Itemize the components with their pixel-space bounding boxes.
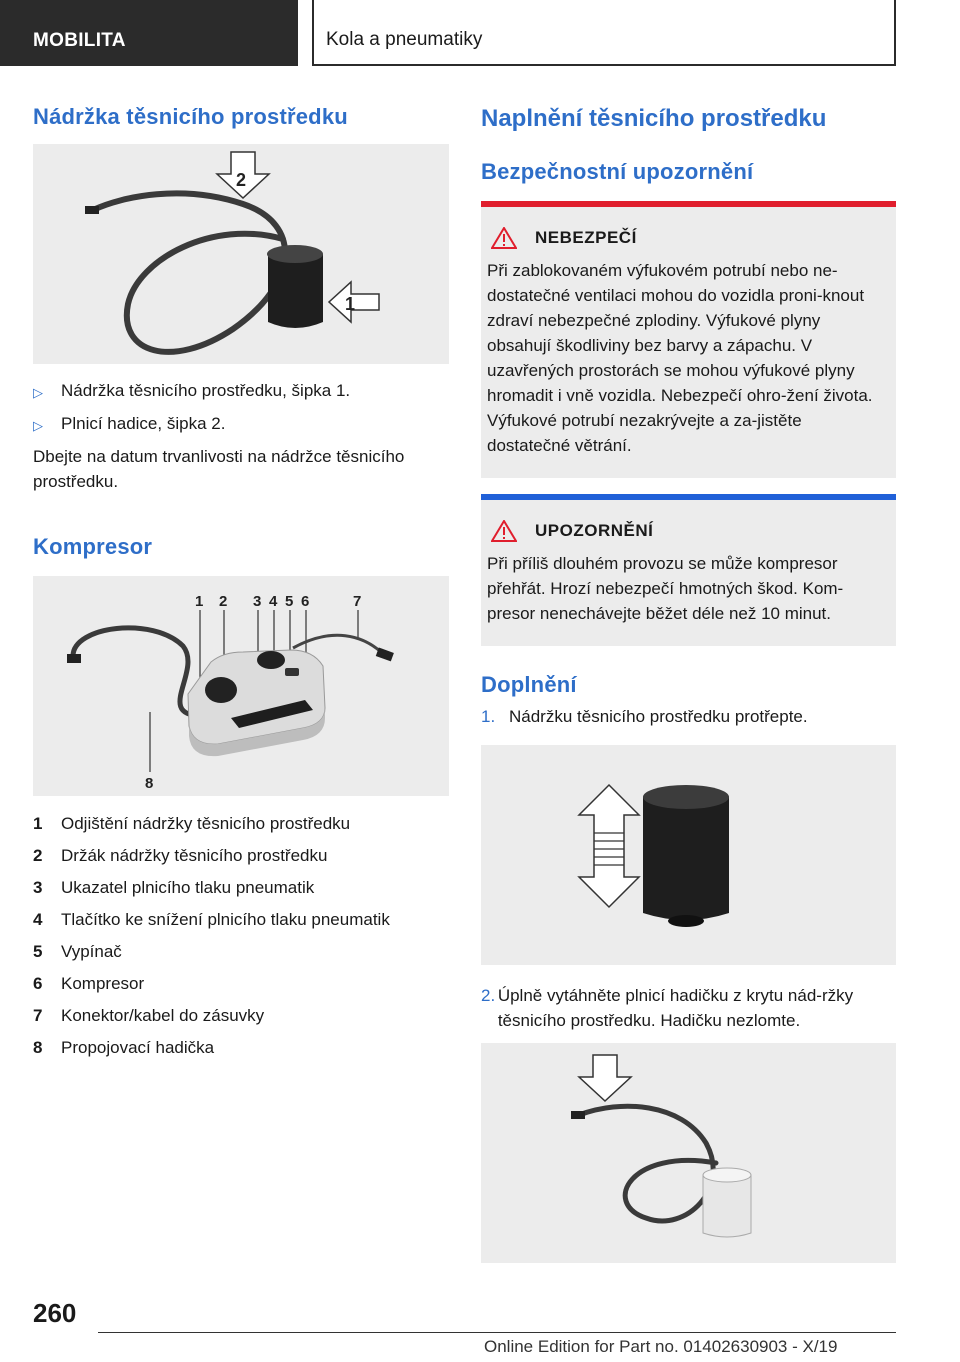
figure-compressor	[33, 576, 449, 796]
tank-top	[267, 245, 323, 263]
legend-item: 1 Odjištění nádržky těsnicího prostředku	[33, 814, 351, 833]
step-1	[481, 704, 896, 729]
shake-arrow-icon	[579, 785, 639, 907]
fig2-label-3: 3	[253, 593, 262, 610]
figure-shake-tank	[481, 745, 896, 965]
fig2-label-7: 7	[353, 593, 362, 610]
heading-safety: Bezpečnostní upozornění	[481, 159, 754, 184]
edition-info: Online Edition for Part no. 01402630903 - X/19	[484, 1337, 838, 1356]
footer-divider	[98, 1332, 896, 1333]
legend-item: 3 Ukazatel plnicího tlaku pneumatik	[33, 878, 315, 897]
legend-item: 4 Tlačítko ke snížení plnicího tlaku pneumatik	[33, 910, 390, 929]
pull-hose-illustration	[481, 1043, 891, 1263]
heading-compressor: Kompresor	[33, 534, 153, 559]
triangle-bullet-icon: ▷	[33, 385, 43, 400]
legend-item: 6 Kompresor	[33, 974, 145, 993]
tank-top	[643, 785, 729, 809]
fig1-label-2: 2	[236, 170, 247, 190]
legend-item: 7 Konektor/kabel do zásuvky	[33, 1006, 265, 1025]
compressor-illustration	[33, 576, 449, 796]
caution-title: UPOZORNĚNÍ	[535, 521, 654, 540]
danger-title: NEBEZPEČÍ	[535, 228, 637, 247]
step-number: 1.	[481, 707, 496, 726]
fig2-label-5: 5	[285, 593, 294, 610]
step-2	[481, 983, 896, 1033]
warning-triangle-icon	[491, 227, 517, 249]
right-column	[481, 92, 896, 1263]
shake-tank-illustration	[481, 745, 891, 965]
fig2-label-4: 4	[269, 593, 278, 610]
heading-tank: Nádržka těsnicího prostředku	[33, 104, 348, 129]
triangle-bullet-icon: ▷	[33, 418, 43, 433]
caution-text: Při příliš dlouhém provozu se může kompresor přehřát. Hrozí nebezpečí hmotných škod. Kom-presor nenechávejte běžet déle než 10 minut.	[487, 554, 844, 623]
fig1-label-1: 1	[345, 294, 356, 314]
bullet-hose	[33, 411, 449, 438]
caution-heading	[491, 520, 888, 542]
page-number: 260	[33, 1298, 77, 1328]
legend-item: 2 Držák nádržky těsnicího prostředku	[33, 846, 328, 865]
step-text: Úplně vytáhněte plnicí hadičku z krytu nád-ržky těsnicího prostředku. Hadičku nezlomte.	[497, 986, 854, 1030]
danger-box	[481, 201, 896, 478]
section-tab: MOBILITA	[0, 0, 298, 66]
legend-item: 8 Propojovací hadička	[33, 1038, 215, 1057]
heading-refill: Doplnění	[481, 672, 577, 697]
bullet-tank	[33, 378, 449, 405]
warning-triangle-icon	[491, 520, 517, 542]
figure-tank-hose	[33, 144, 449, 364]
step-text: Nádržku těsnicího prostředku protřepte.	[509, 707, 808, 726]
page-header	[0, 0, 960, 66]
bullet-text: Nádržka těsnicího prostředku, šipka 1.	[61, 381, 351, 400]
fig2-label-2: 2	[219, 593, 228, 610]
hose-shape	[93, 193, 285, 351]
caution-box	[481, 494, 896, 646]
hose-tip	[85, 206, 99, 214]
arrow-down-icon	[579, 1055, 631, 1101]
heading-fill: Naplnění těsnicího prostředku	[481, 105, 827, 132]
step-number: 2.	[481, 986, 496, 1005]
compressor-legend	[33, 808, 449, 1064]
left-column	[33, 92, 449, 1064]
legend-item: 5 Vypínač	[33, 942, 122, 961]
bullet-text: Plnicí hadice, šipka 2.	[61, 414, 226, 433]
tank-note: Dbejte na datum trvanlivosti na nádržce těsnicího prostředku.	[33, 447, 405, 491]
fig2-label-1: 1	[195, 593, 204, 610]
tank-hose-illustration	[33, 144, 449, 364]
danger-heading	[491, 227, 888, 249]
tank-base	[668, 915, 704, 927]
fig2-label-6: 6	[301, 593, 310, 610]
figure-pull-hose	[481, 1043, 896, 1263]
danger-text: Při zablokovaném výfukovém potrubí nebo ne-dostatečné ventilaci mohou do vozidla proni-knout zdraví nebezpečné zplodiny. Výfukové plyny obsahují škodliviny bez barvy a zápachu. V uzavřených prostorách se mohou výfukové plyny hromadit i vně vozidla. Nebezpečí ohro-žení života. Výfukové potrubí nezakrývejte a za-jistěte dostatečné větrání.	[487, 261, 873, 455]
fig2-label-8: 8	[145, 775, 154, 792]
tank-body	[643, 790, 729, 920]
chapter-tab: Kola a pneumatiky	[312, 0, 896, 66]
